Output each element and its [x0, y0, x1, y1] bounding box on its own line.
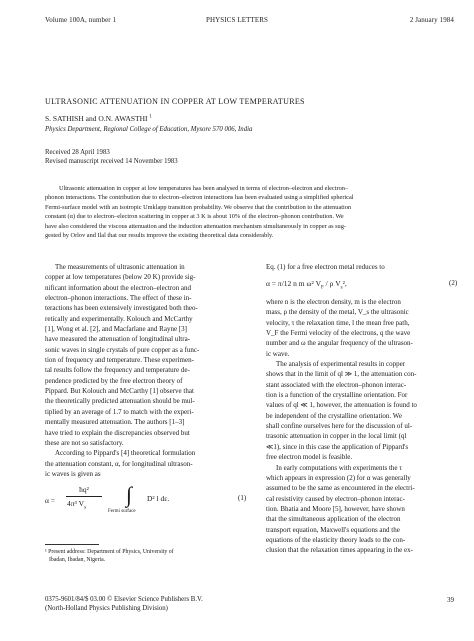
body-line: ≪1), since in this case the application of Pippard's: [266, 442, 409, 451]
eq1-den-text: 4π³ V: [67, 499, 85, 508]
body-line: V_F the Fermi velocity of the electrons, q the wave: [266, 329, 411, 338]
eq1-lhs: α =: [45, 496, 56, 505]
eq2-term-2: / ρ V: [323, 279, 341, 288]
eq2-term: n m ω² V: [291, 279, 321, 288]
body-line: the theoretically predicted attenuation should be mul-: [45, 397, 195, 406]
body-line: tion of frequency and temperature. These experimen-: [45, 356, 194, 365]
body-line: According to Pippard's [4] theoretical formulation: [55, 449, 196, 458]
received-dates: [45, 148, 178, 166]
article-authors: [45, 114, 152, 123]
left-column: [45, 262, 255, 479]
body-line: shows that in the limit of ql ≫ 1, the attenuation con-: [266, 370, 417, 379]
page-number: 39: [447, 596, 454, 604]
body-line: number and ω the angular frequency of the ultrason-: [266, 339, 413, 348]
abstract-line: phonon interactions. The contribution due to electron–electron interactions has been evaluated using a simplified spherical: [45, 194, 354, 202]
body-line: pendence predicted by the free electron theory of: [45, 376, 183, 385]
abstract-line: Fermi-surface model with an isotropic Umklapp transition probability. We observe that the contribution to the attenuation: [45, 203, 352, 211]
body-line: sonic waves in single crystals of pure copper as a func-: [45, 345, 200, 354]
body-line: assumed to be the same as encountered in the electri-: [266, 484, 415, 493]
body-line: mentally measured attenuation. The authors [1–3]: [45, 418, 185, 427]
body-line: nificant information about the electron–electron and: [45, 283, 191, 292]
revised-date: Revised manuscript received 14 November 1983: [45, 158, 178, 165]
eq1-numerator: ħq²: [79, 485, 89, 494]
footnote-rule: [45, 544, 99, 545]
publisher-info: [45, 595, 203, 613]
body-line: clusion that the relaxation times appearing in the ex-: [266, 546, 413, 555]
eq1-number: (1): [238, 494, 247, 502]
body-line: retically and experimentally. Kolouch and McCarthy: [45, 314, 193, 323]
body-line: Pippard. But Kolouch and McCarthy [1] observe that: [45, 387, 194, 396]
abstract-line: gested by Orlov and Ilal that our results improve the existing theoretical data considerably.: [45, 231, 274, 239]
header-date: 2 January 1984: [409, 16, 454, 24]
abstract-line: Ultrasonic attenuation in copper at low temperatures has been analysed in terms of electron–electron and electron–: [59, 185, 349, 192]
body-line: [1], Wong et al. [2], and Macfarlane and Rayne [3]: [45, 325, 187, 334]
issn-line: 0375-9601/84/$ 03.00 © Elsevier Science Publishers B.V.: [45, 596, 203, 603]
author-footnote-mark: 1: [149, 114, 152, 120]
body-line: In early computations with experiments the τ: [276, 463, 403, 472]
publisher-division: (North-Holland Physics Publishing Division): [45, 605, 168, 612]
right-column: [266, 262, 461, 272]
body-line: which appears in expression (2) for α was generally: [266, 473, 411, 482]
header-journal: PHYSICS LETTERS: [206, 16, 268, 24]
body-line: The measurements of ultrasonic attenuation in: [55, 263, 185, 271]
header-volume: Volume 100A, number 1: [45, 16, 117, 24]
integral-sign: ∫: [126, 482, 133, 507]
body-line: mass, ρ the density of the metal, V_s the ultrasonic: [266, 308, 409, 317]
body-line: free electron model is feasible.: [266, 453, 353, 462]
abstract-line: have also considered the viscous attenuation and the induction attenuation mechanism simultaneously in copper as sug-: [45, 222, 346, 230]
body-line: shall confine ourselves here for the discussion of ul-: [266, 422, 413, 431]
body-line: that the simultaneous application of the electron: [266, 515, 401, 524]
article-affiliation: Physics Department, Regional College of Education, Mysore 570 006, India: [45, 126, 253, 133]
body-line: The analysis of experimental results in copper: [276, 360, 406, 369]
body-line: these are not so satisfactory.: [45, 438, 124, 447]
eq1-fraction-bar: [66, 496, 102, 497]
body-line: be independent of the crystalline orientation. We: [266, 411, 402, 420]
body-line: trasonic attenuation in copper in the local limit (ql: [266, 432, 407, 441]
article-title: ULTRASONIC ATTENUATION IN COPPER AT LOW TEMPERATURES: [45, 97, 305, 106]
body-line: ic wave.: [266, 349, 290, 358]
body-line: ic waves is given as: [45, 469, 101, 478]
eq1-integrand: D² l dε.: [147, 494, 170, 503]
eq1-integral-domain: Fermi surface: [108, 509, 136, 514]
eq2-fraction: π/12: [277, 279, 292, 288]
body-line: equations of the elasticity theory leads to the con-: [266, 535, 406, 544]
body-line: the attenuation constant, α, for longitudinal ultrason-: [45, 459, 193, 468]
abstract: [45, 184, 440, 240]
footnote-line: ¹ Present address: Department of Physics, University of: [45, 549, 174, 555]
body-line: have measured the attenuation of longitudinal ultra-: [45, 335, 191, 344]
author-names: S. SATHISH and O.N. AWASTHI: [45, 114, 148, 123]
body-line: tion. Bhatia and Moore [5], however, have shown: [266, 504, 405, 513]
body-line: values of ql ≪ 1, however, the attenuation is found to: [266, 401, 417, 410]
eq2-number: (2): [449, 279, 458, 287]
body-line: have tried to explain the discrepancies observed but: [45, 428, 190, 437]
body-line: teractions has been extensively investigated both theo-: [45, 304, 198, 313]
eq2-sub-s: s: [340, 285, 343, 291]
body-line: where n is the electron density, m is the electron: [266, 298, 401, 306]
body-line: copper at low temperatures (below 20 K) provide sig-: [45, 273, 196, 282]
body-line: stant associated with the electron–phonon interac-: [266, 380, 407, 389]
eq1-denominator: [67, 499, 86, 511]
eq2-expression: [266, 279, 347, 291]
received-date: Received 28 April 1983: [45, 149, 110, 156]
body-line: transport equation, Maxwell's equations and the: [266, 525, 400, 534]
body-line: tion is a function of the crystalline orientation. For: [266, 391, 408, 400]
body-line: tal results follow the frequency and temperature de-: [45, 366, 190, 375]
footnote: [45, 549, 174, 564]
right-column-body: [266, 297, 461, 556]
footnote-line: Ibadan, Ibadan, Nigeria.: [49, 556, 106, 563]
abstract-line: constant (α) due to electron–electron scattering in copper at 3 K is about 10% of the electron–phonon contribution. We: [45, 213, 344, 221]
eq1-den-sub: s: [84, 505, 87, 511]
body-line: Eq. (1) for a free electron metal reduces to: [266, 263, 385, 271]
body-line: velocity, τ the relaxation time, l the mean free path,: [266, 318, 410, 327]
eq2-lhs: α =: [266, 279, 278, 288]
body-line: tiplied by an average of 1.7 to match with the experi-: [45, 407, 194, 416]
body-line: electron–phonon interactions. The effect of these in-: [45, 294, 192, 303]
eq2-sub-f: F: [320, 285, 324, 291]
eq2-term-3: ²,: [342, 279, 347, 288]
body-line: cal resistivity caused by electron–phonon interac-: [266, 494, 405, 503]
